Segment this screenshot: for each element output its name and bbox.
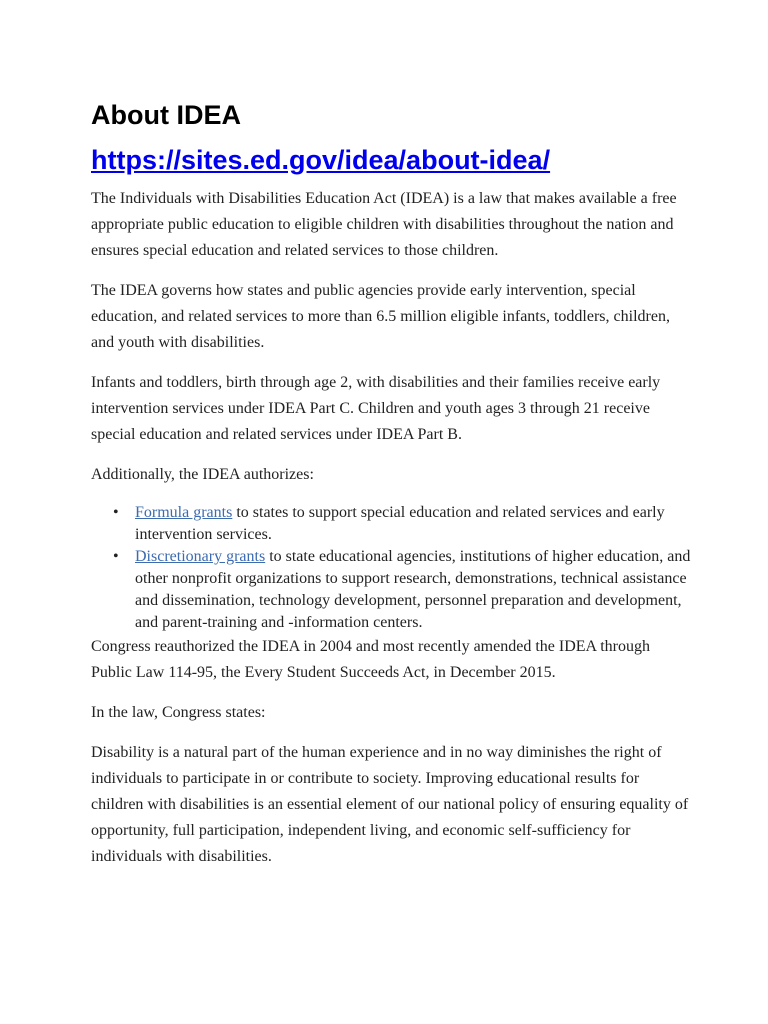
authorizations-list [91, 502, 691, 634]
formula-grants-link[interactable]: Formula grants [135, 504, 233, 521]
document-page [91, 96, 691, 884]
list-item-text: to states to support special education and related services and early intervention services. [135, 504, 665, 543]
paragraph-intro: The Individuals with Disabilities Education Act (IDEA) is a law that makes available a free appropriate public education to eligible children with disabilities throughout the nation and ensures special education and related services to those children. [91, 190, 677, 259]
paragraph-infants: Infants and toddlers, birth through age 2, with disabilities and their families receive early intervention services under IDEA Part C. Children and youth ages 3 through 21 receive special education and related services under IDEA Part B. [91, 374, 661, 443]
paragraph-congress-states: In the law, Congress states: [91, 704, 266, 721]
discretionary-grants-link[interactable]: Discretionary grants [135, 548, 266, 565]
paragraph-reauthorized: Congress reauthorized the IDEA in 2004 and most recently amended the IDEA through Public Law 114-95, the Every Student Succeeds Act, in December 2015. [91, 638, 650, 681]
bullet-marker: • [113, 548, 119, 565]
paragraph-governs: The IDEA governs how states and public agencies provide early intervention, special education, and related services to more than 6.5 million eligible infants, toddlers, children, and youth with disabilities. [91, 282, 670, 351]
list-item [113, 502, 691, 546]
list-item [113, 546, 691, 634]
source-url-link[interactable]: https://sites.ed.gov/idea/about-idea/ [91, 145, 551, 175]
paragraph-quote: Disability is a natural part of the human experience and in no way diminishes the right of individuals to participate in or contribute to society. Improving educational results for children with disabilities is an essential element of our national policy of ensuring equality of opportunity, full participation, independent living, and economic self-sufficiency for individuals with disabilities. [91, 744, 689, 865]
list-item-text: to state educational agencies, institutions of higher education, and other nonprofit organizations to support research, demonstrations, technical assistance and dissemination, technology development, personnel preparation and development, and parent-training and -information centers. [135, 548, 691, 631]
paragraph-authorizes: Additionally, the IDEA authorizes: [91, 466, 314, 483]
bullet-marker: • [113, 504, 119, 521]
page-title: About IDEA [91, 100, 241, 130]
